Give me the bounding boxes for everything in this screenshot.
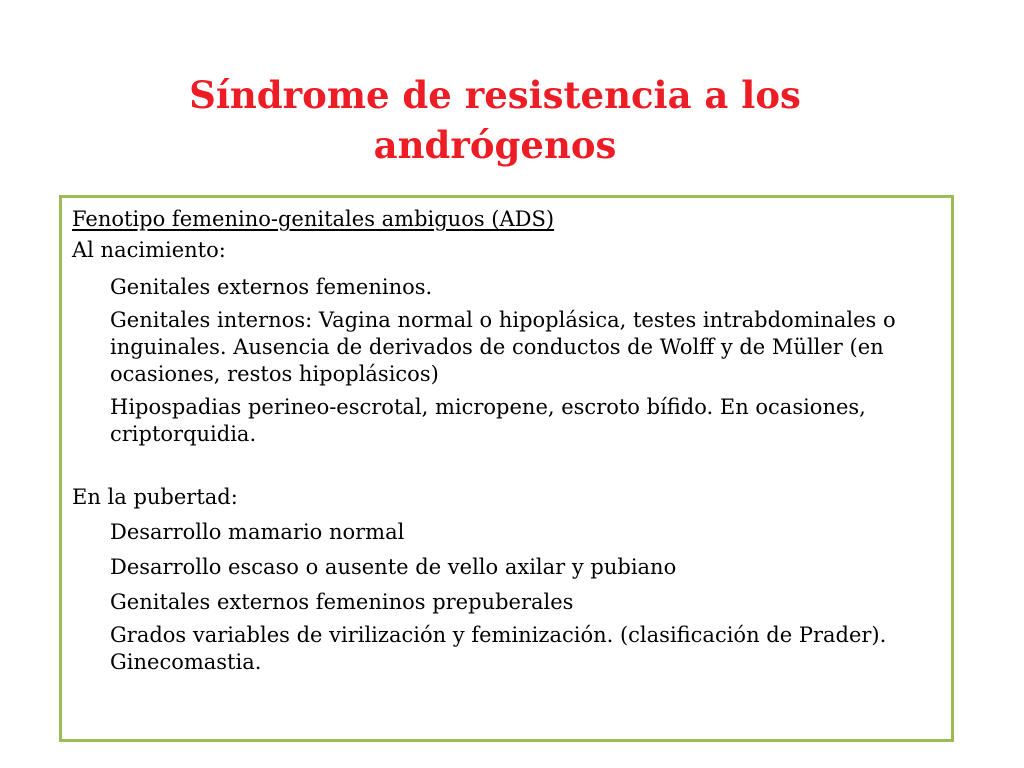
section-label-birth: Al nacimiento: (72, 238, 226, 262)
list-item: Desarrollo mamario normal (110, 520, 405, 544)
list-item: Desarrollo escaso o ausente de vello axilar y pubiano (110, 555, 677, 579)
list-item: Grados variables de virilización y feminización. (clasificación de Prader). Ginecomastia. (110, 623, 887, 674)
list-item: Hipospadias perineo-escrotal, micropene, escroto bífido. En ocasiones, criptorquidia. (110, 395, 866, 446)
slide-title: Síndrome de resistencia a los andrógenos (189, 73, 801, 167)
list-item: Genitales externos femeninos. (110, 275, 433, 299)
section-label-puberty: En la pubertad: (72, 485, 238, 509)
phenotype-heading: Fenotipo femenino-genitales ambiguos (ADS) (72, 207, 555, 231)
list-item: Genitales internos: Vagina normal o hipoplásica, testes intrabdominales o inguinales. Ausencia de derivados de conductos de Wolff y de Müller (en ocasiones, restos hipoplásicos) (110, 308, 896, 386)
content-box (59, 195, 954, 742)
spacer (72, 454, 942, 482)
list-item: Genitales externos femeninos prepuberales (110, 590, 574, 614)
content-text (72, 204, 942, 682)
